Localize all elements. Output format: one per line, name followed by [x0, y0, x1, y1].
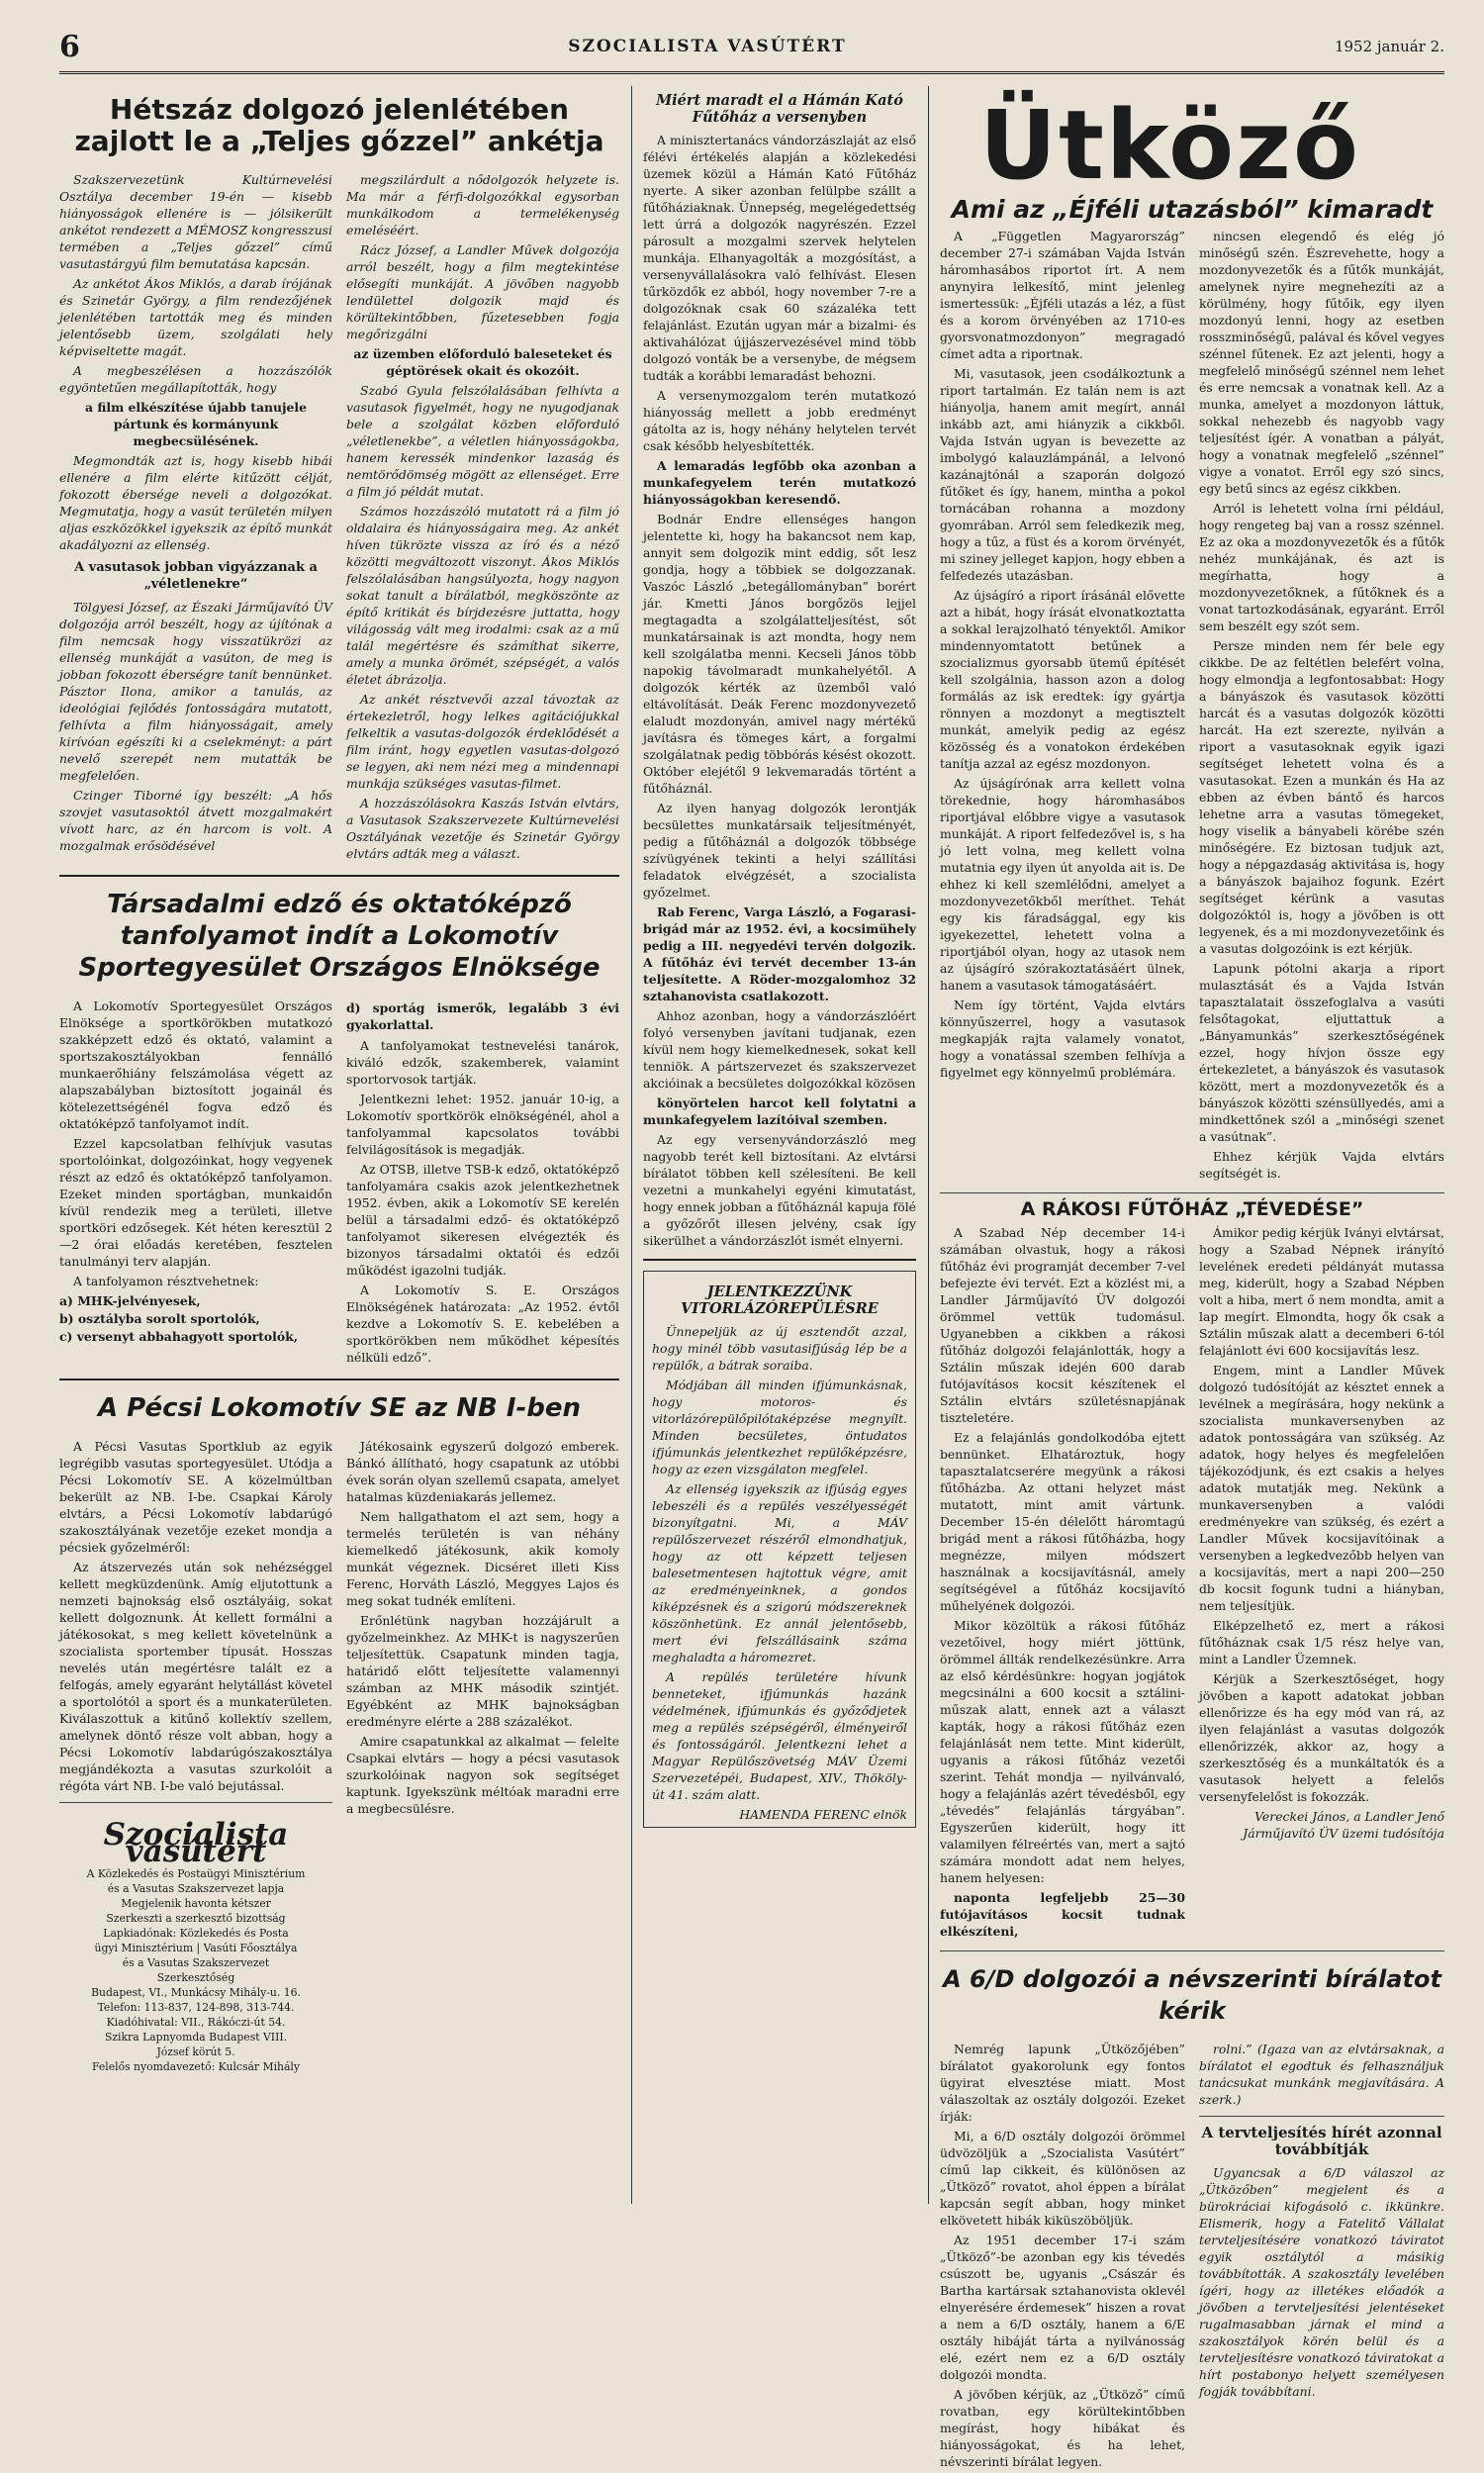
paragraph: Az újságírónak arra kellett volna törekednie, hogy háromhasábos riportjával előbbre vigye a vasutasok munkáját. A riport felfedezővel is, s ha jó lett volna, meg kellett volna mutatnia egy ilyen út anyolda ait is. De ehhez ki kell szemlélődni, amelyet a mozdonyvezetőkből meríthet. Tehát egy kis fáradsággal, egy kis igyekezettel, lehetett volna a riportjából olyan, hogy az utasok nem az újságíró szórakoztatásáért ülnek, hanem a vasutasok támogatásáért. — [940, 776, 1185, 993]
paragraph: Ezzel kapcsolatban felhívjuk vasutas sportolóinkat, dolgozóinkat, hogy vegyenek részt az edző és oktatóképző tanfolyamon. Ezeket minden sportágban, munkaidőn kívül rendezik meg a területi, illetve sportköri edzősegek. Két héten keresztül 2—2 órai előadás keretében, fesztelen tanulmányi terv alapján. — [59, 1136, 332, 1269]
impressum-line: ügyi Minisztérium | Vasúti Főosztálya — [94, 1942, 298, 1954]
paragraph: A Lokomotív Sportegyesület Országos Elnöksége a sportkörökben mutatkozó szakképzett edző és oktató, valamint a sportszakosztályokban fennálló munkaerőhiány felszámolása végett az alapszabályban biztosított jogainál és kötelezettségénél fogva edző és oktatóképző tanfolyamot indít. — [59, 999, 332, 1131]
highlight: könyörtelen harcot kell folytatni a munkafegyelem lazítóival szemben. — [643, 1095, 916, 1127]
paragraph: Mi, a 6/D osztály dolgozói örömmel üdvözöljük a „Szocialista Vasútért” című lap cikkeit, és különösen az „Ütköző” rovatot, ahol éppen a bírálat kapcsán segít abban, hogy minket elkövetett hibák kiküszöböljük. — [940, 2129, 1185, 2228]
impressum-line: Budapest, VI., Munkácsy Mihály-u. 16. — [91, 1986, 301, 1999]
paragraph: Nem így történt, Vajda elvtárs könnyűszerrel, hogy a vasutasok megkapják rajta valamely vonatot, hogy a vonatással szemben felhívja a figyelmet egy könnyelmű problémára. — [940, 998, 1185, 1080]
paragraph: Az OTSB, illetve TSB-k edző, oktatóképző tanfolyamára csakis azok jelentkezhetnek 1952. évben, akik a Lokomotív SE kerelén belül a társadalmi edző- és oktatóképző tanfolyamot sikeresen elvégezték és bizonyos társadalmi oktatói és edzői működést igazolni tudják. — [346, 1162, 619, 1278]
paragraph: A tanfolyamokat testnevelési tanárok, kiváló edzők, szakemberek, valamint sportorvosok tartják. — [346, 1038, 619, 1087]
article-anket — [59, 94, 619, 865]
article-title: A Pécsi Lokomotív SE az NB I-ben — [97, 1393, 582, 1423]
paragraph: Mikor közöltük a rákosi fűtőház vezetőivel, hogy miért jöttünk, örömmel állták rendelkezésünkre. Arra az első kérdésünkre: hogyan jogjátok megcsinálni a 600 kocsit a sztálini-műszak alatt, ennek azt a választ kapták, hogy a rákosi fűtőház ezen felajánlását nem tette. Mint kiderült, ugyanis a rákosi fűtőház vezetői szerint. Tehát mondja — nyilvánvaló, hogy a felajánlás azért tévedésből, egy „tévedés” felajánlás tárgyában”. Egyszerűen kiderült, hogy itt valamilyen félreértés van, mert a sajtó számára mondott adat nem helyes, hanem helyesen: — [940, 1618, 1185, 1885]
paragraph: Erőnlétünk nagyban hozzájárult a győzelmeinkhez. Az MHK-t is nagyszerűen teljesítettük. Csapatunk minden tagja, határidő előtt teljesítette valamennyi számban az MHK második szintjét. Egyébként az MHK bajnokságban eredményre elérte a 288 százalékot. — [346, 1613, 619, 1729]
article-title: A 6/D dolgozói a névszerinti bírálatot kérik — [943, 1965, 1441, 2025]
paragraph: Amire csapatunkkal az alkalmat — felelte Csapkai elvtárs — hogy a pécsi vasutasok szurkolóinak nagyon sok segítséget kaptunk. Igyekszünk méltóak maradni erre a megbecsülésre. — [346, 1734, 619, 1816]
paragraph: Az ankétot Ákos Miklós, a darab írójának és Szinetár György, a film rendezőjének jelenlétében tartották meg és minden jelentősebb üzem, szolgálati hely képviseltette magát. — [59, 276, 332, 358]
columns — [59, 74, 1445, 2469]
newspaper-page — [0, 22, 1484, 2469]
highlight: a film elkészítése újabb tanujele pártunk és kormányunk megbecsülésének. — [85, 400, 307, 448]
paragraph: Szabó Gyula felszólalásában felhívta a vasutasok figyelmét, hogy ne nyugodjanak bele a szolgálat közben előforduló „véletlenekbe”, a véletlen hiányosságokba, hanem keressék mindenkor lazaság és nemtörődömség mögött az ellenséget. Erre a film jó példát mutat. — [346, 383, 619, 499]
article-title: Ami az „Éjféli utazásból” kimaradt — [951, 195, 1434, 224]
impressum-line: József körút 5. — [156, 2045, 235, 2058]
article-title: Miért maradt el a Hámán Kató Fűtőház a versenyben — [656, 92, 903, 126]
utkozo-title: Ütköző — [979, 90, 1360, 201]
middle-column — [643, 84, 916, 2212]
subheading: A vasutasok jobban vigyázzanak a „véletlenekre” — [74, 560, 318, 592]
highlight: az üzemben előforduló baleseteket és géptörések okait és okozóit. — [353, 346, 612, 378]
list-item: a) MHK-jelvényesek, — [59, 1293, 201, 1308]
paragraph: A Szabad Nép december 14-i számában olvastuk, hogy a rákosi fűtőház évi programját december 7-vel befejezte évi tervét. Ezt a közlést mi, a Landler Járműjavító ÜV dolgozói örömmel vettük tudomásul. Ugyanebben a cikkben a rákosi fűtőház dolgozói felajánlották, hogy a Sztálin műszak idején 600 darab futójavításos kocsit készítenek el Sztálin elvtárs születésnapjának tiszteletére. — [940, 1225, 1185, 1425]
highlight: A lemaradás legfőbb oka azonban a munkafegyelem terén mutatkozó hiányosságokban keresendő. — [643, 458, 916, 507]
list-item: c) versenyt abbahagyott sportolók, — [59, 1329, 299, 1344]
article-6d — [940, 1963, 1444, 2473]
paragraph: Bodnár Endre ellenséges hangon jelentette ki, hogy ha bakancsot nem kap, annyit sem dolgozik mint eddig, sőt lesz gondja, hogy a többiek se dolgozzanak. Vaszóc László „betegállományban” borért jár. Kmetti János borgőzös lejjel megtagadta a szolgálatteljesítést, sőt munkatársainak is azt mondta, hogy nem kell szolgálatba menni. Kecseli János több napokig távolmaradt munkahelyétől. A dolgozók kérték az üzemből való eltávolítását. Deák Ferenc mozdonyvezető elaludt mozdonyán, amivel nagy mértékű javításra és tömeges kárt, a forgalmi szolgálatnak pedig többórás késést okozott. Október elejétől 9 lekvemaradás történt a fűtőháznál. — [643, 512, 916, 796]
paragraph: Lapunk pótolni akarja a riport mulasztását és a Vajda István tapasztalatait összefoglalva a vasúti felsőtagokat, eljuttattuk a „Bányamunkás” szerkesztőségének ezzel, hogy hívjon össze egy értekezletet, a bányászok és vasutasok között, mert a mozdonyvezetők és a bányászok közötti szénsüllyedés, ami a mindkettőnek szól a „minőségi szenet a vasútnak”. — [1199, 961, 1444, 1144]
divider — [643, 1259, 916, 1261]
paragraph: Az átszervezés után sok nehézséggel kellett megküzdenünk. Amíg eljutottunk a nemzeti bajnokság első osztályáig, sokat kellett dolgoznunk. Át kellett formálni a játékosokat, s meg kellett követelnünk a szocialista sportember típusát. Hosszas nevelés után megértésre talált ez a felfogás, amely egyaránt helytállást követel a sportolótól a sport és a munkaterületen. Kiválaszottuk a kitűnő kollektív szellem, amelynek döntő része volt abban, hogy a Pécsi Lokomotív labdarúgószakosztálya megjándékozta a vasutas szurkolóit a régóta várt NB. I-be való bejutással. — [59, 1560, 332, 1793]
article-title: Társadalmi edző és oktatóképző tanfolyamot indít a Lokomotív Sportegyesület Országos Elnöksége — [78, 890, 601, 983]
paragraph: A minisztertanács vándorzászlaját az első félévi értékelés alapján a közlekedési üzemek közül a Hámán Kató Fűtőház nyerte. A siker azonban felülpbe szállt a fűtőháziaknak. Ünnepség, megelégedettség lett úrrá a dolgozók nagyrészén. Ezzel párosult a mozgalmi szervek helytelen munkája. Elhanyagolták a mozgósítást, a versenyvállalásokra való felhívást. Elesen tűrközdők ez abból, hogy november 7-re a dolgozóknak csak 60 százaléka tett felajánlást. Ezután ugyan már a bizalmi- és aktivahálózat újjászervezésével mind több dolgozó vonták be a versenybe, de mégsem tudták a korábbi lemaradást behozni. — [643, 133, 916, 383]
paragraph: Az egy versenyvándorzászló meg nagyobb terét kell biztosítani. Az elvtársi bírálatot többen kell szélesíteni. Be kell vezetni a munkahelyi egyéni kimutatást, hogy ennek jobban a fűtőháznál kapuja fölé a győzőrőt illesen jelvény, csak így sikerülhet a vándorzászlót ismét elnyerni. — [643, 1132, 916, 1248]
paragraph: Czinger Tiborné így beszélt: „A hős szovjet vasutasoktól átvett mozgalmakért vívott harc, az én harcom is volt. A mozgalmak erősödésével — [59, 788, 332, 853]
article-title: A tervteljesítés hírét azonnal továbbítják — [1201, 2124, 1442, 2158]
paragraph: Kérjük a Szerkesztőséget, hogy jövőben a kapott adatokat jobban ellenőrizze és ha egy mód van rá, az ilyen felajánlást a vasutas dolgozók ellenőrizzék, akkor az, hogy a szerkesztőség és a munkáltatók és a vasutasok helyett a felelős versenyfelelőst is fokozzák. — [1199, 1671, 1444, 1804]
paragraph: Szakszervezetünk Kultúrnevelési Osztálya december 19-én — kisebb hiányosságok ellenére is — jólsikerült ankétot rendezett a MÉMOSZ kongresszusi termében a „Teljes gőzzel” című vasutastárgyú film bemutatása kapcsán. — [59, 172, 332, 271]
impressum-line: Szikra Lapnyomda Budapest VIII. — [104, 2031, 288, 2044]
impressum-line: és a Vasutas Szakszervezet lapja — [107, 1882, 285, 1895]
divider — [940, 1950, 1444, 1951]
paragraph: Módjában áll minden ifjúmunkásnak, hogy motoros- és vitorlázórepülőpilótaképzése megnyílt. Minden becsületes, öntudatos ifjúmunkás jelentkezhet repülőképzésre, hogy az ezen vizsgálaton megfelel. — [652, 1378, 907, 1476]
masthead — [59, 22, 1444, 74]
paragraph: A tanfolyamon résztvehetnek: — [73, 1274, 259, 1288]
article-rakosi — [940, 1198, 1444, 1943]
divider — [59, 875, 619, 877]
list-item: b) osztályba sorolt sportolók, — [59, 1311, 260, 1326]
left-column — [59, 84, 619, 2212]
impressum-line: Megjelenik havonta kétszer — [121, 1897, 271, 1910]
paper-name: SZOCIALISTA VASÚTÉRT — [568, 37, 847, 56]
paragraph: A jövőben kérjük, az „Ütköző” című rovatban, egy körültekintőbben megírást, hogy hibákat és hiányosságokat, és ha lehet, névszerinti bírálat legyen. — [940, 2387, 1185, 2469]
impressum-line: A Közlekedés és Postaügyi Minisztérium — [86, 1867, 306, 1880]
article-pecsi — [59, 1392, 619, 2074]
paragraph: A megbeszélésen a hozzászólók egyöntetűen megállapították, hogy — [59, 363, 332, 395]
divider — [940, 1192, 1444, 1193]
paragraph: Az 1951 december 17-i szám „Ütköző”-be azonban egy kis tévedés csúszott be, ugyanis „Császár és Bartha kartársak sztahanovista oklevél elnyerésére érdemesek” hiszen a rovat a nem a 6/D osztály, hanem a 6/E osztály hibáját tárta a nyilvánosság elé, ezért nem ez a 6/D osztály dolgozói mondta. — [940, 2233, 1185, 2382]
impressum-line: Telefon: 113-837, 124-898, 313-744. — [97, 2001, 295, 2014]
paragraph: Az ankét résztvevői azzal távoztak az értekezletről, hogy lelkes agitációjukkal felkeltik a vasutas-dolgozók érdeklődését a film iránt, hogy egyetlen vasutas-dolgozó se legyen, aki nem nézi meg a mindennapi munkája szükséges vasutas-filmet. — [346, 692, 619, 791]
paragraph: A Pécsi Vasutas Sportklub az egyik legrégibb vasutas sportegyesület. Utódja a Pécsi Lokomotív SE. A közelmúltban bekerült az NB. I-be. Csapkai Károly elvtárs, a Pécsi Lokomotív labdarúgó szakosztályának vezetője ezeket mondja a pécsiek győzelméről: — [59, 1439, 332, 1555]
paragraph: A versenymozgalom terén mutatkozó hiányosság mellett a jobb eredményt gátolta az is, hogy néhány helytelen tervét csak később helyesbítették. — [643, 388, 916, 453]
impressum-line: és a Vasutas Szakszervezet — [122, 1956, 270, 1969]
paragraph: A Lokomotív S. E. Országos Elnökségének határozata: „Az 1952. évtől kezdve a Lokomotív S. E. kebelében a sportkörökben nem működhet képesítés nélküli edző”. — [346, 1283, 619, 1365]
signature: HAMENDA FERENC elnök — [739, 1807, 907, 1822]
column-rule — [631, 86, 632, 2204]
paragraph: Tölgyesi József, az Északi Járműjavító ÜV dolgozója arról beszélt, hogy az újítónak a film nemcsak hogy visszatükrözi az ellenség munkáját a vasúton, de meg is jobban fokozott éberségre tanít bennünket. Pásztor Ilona, amikor a tanulás, az ideológiai fejlődés fontosságára mutatott, felhívta a film hiányosságait, amely kirívóan egészíti ki a cselekményt: a párt nevelő szerepét nem mutatták be megfelelően. — [59, 600, 332, 783]
signature: Vereckei János, a Landler Jenő Járműjavító ÜV üzemi tudósítója — [1243, 1809, 1444, 1841]
paragraph: megszilárdult a nődolgozók helyzete is. Ma már a férfi-dolgozókkal egysorban munkálkodom a termelékenység emeléséért. — [346, 172, 619, 238]
paragraph: Az ellenség igyekszik az ifjúság egyes lebeszéli és a repülés veszélyességét bizonyítgatni. Mi, a MÁV repülőszervezet részéről elmondhatjuk, hogy az ott képzett teljesen balesetmentesen hajtottuk végre, amit az eredményeinknek, a gondos kiképzésnek és a szigorú módszereknek köszönhetünk. Ez annál jelentősebb, mert évi felszállásaink száma meghaladta a háromezret. — [652, 1481, 907, 1665]
impressum-line: Lapkiadónak: Közlekedés és Posta — [103, 1927, 289, 1940]
paragraph: Ahhoz azonban, hogy a vándorzászlóért folyó versenyben javítani tudjanak, ezen kívül nem hogy kiemelkednesek, sokat kell tenniök. A pártszervezet és szakszervezet akcióinak a becsületes dolgozókkal közösen — [643, 1008, 916, 1091]
page-number: 6 — [59, 29, 80, 64]
paragraph: Ünnepeljük az új esztendőt azzal, hogy minél több vasutasifjúság lép be a repülők, a bátrak soraiba. — [652, 1324, 907, 1373]
paragraph: A hozzászólásokra Kaszás István elvtárs, a Vasutasok Szakszervezete Kultúrnevelési Osztályának vezetője és Szinetár György elvtárs adták meg a választ. — [346, 796, 619, 861]
list-item: d) sportág ismerők, legalább 3 évi gyakorlattal. — [346, 1000, 619, 1032]
article-vitorlazo — [643, 1271, 916, 1828]
impressum-line: Felelős nyomdavezető: Kulcsár Mihály — [92, 2060, 300, 2073]
impressum-line: Szerkesztőség — [156, 1971, 235, 1984]
eligibility-list-cont — [346, 999, 619, 1033]
paragraph: Persze minden nem fér bele egy cikkbe. De az feltétlen belefért volna, hogy elmondja a legfontosabbat: Hogy a bányászok és vasutasok közötti harcát és a vasutas dolgozók közötti harcát. Ha ezt szerezte, nyilván a riport a vasutasoknak egyik igazi segítséget lehetett volna és a vasutasokat. Ezen a munkán és Ha az ebben az évben bántő és harcos lehetne arra a vasutas tömegeket, hogy viselik a bányabeli körébe szén minőségére. Ez biztosan tudjuk azt, hogy a népgazdaság aktivitása is, hogy a bányászok bajaihoz fogunk. Ezért segítséget kérünk a vasutas dolgozóktól is, hogy a jövőben is ott legyenek, és a mi mozdonyvezetőink és a vasutas dolgozóink is ezt kérjük. — [1199, 638, 1444, 956]
article-title: JELENTKEZZÜNK VITORLÁZÓREPÜLÉSRE — [681, 1284, 879, 1317]
paragraph: Mi, vasutasok, jeen csodálkoztunk a riport tartalmán. Ez talán nem is azt hiányolja, hanem amit megírt, annál inkább azt, ami hiányzik a cikkből. Vajda István ugyan is bevezette az imbolygó kalauzlámpánál, a lelvonó kazánajtónál a szaporán dolgozó fűtőket és így, hanem, mintha a pokol tornácában rohanna a mozdony gyomrában. Arról sem feledkezik meg, hogy a tűz, a füst és a korom örvényét, mi sziney jelleget kapjon, hogy ebben a felfedezés utazásban. — [940, 366, 1185, 583]
impressum — [59, 1866, 332, 2074]
paragraph: Nem hallgathatom el azt sem, hogy a termelés területén is van néhány kiemelkedő játékosunk, akik komoly munkát végeznek. Dicséret illeti Kiss Ferenc, Horváth László, Meggyes Lajos és meg sokat tudnék említeni. — [346, 1509, 619, 1608]
divider — [1199, 2116, 1444, 2117]
paragraph: Elképzelhető ez, mert a rákosi fűtőháznak csak 1/5 rész helye van, mint a Landler Üzemnek. — [1199, 1618, 1444, 1666]
paragraph: Ámikor pedig kérjük Iványi elvtársat, hogy a Szabad Népnek irányító levelének eredeti példányát mutassa meg, kiderült, hogy a Szabad Népben volt a hiba, mert ő nem mondta, amit a lap megírt. Elmondta, hogy ők csak a Sztálin műszak alatt a decemberi 6-tól felajánlott évi 600 kocsijavítás lesz. — [1199, 1225, 1444, 1358]
paragraph: Az újságíró a riport írásánál elővette azt a hibát, hogy írását elvonatkoztatta a sokkal lerajzolható tényektől. Amikor mindennyomtatott betűnek a szocializmus gyorsabb ütemű építését kell szolgálnia, hasson azon a dolog formálás az isk eredtek: így gyártja rönnyen a mozdonyt a megtisztelt munkát, amelyik pedig az egész közösség és a vonatokon érdekében tanítja azzal az egész mozdonyon. — [940, 588, 1185, 771]
divider — [59, 1379, 619, 1380]
paragraph: Rácz József, a Landler Művek dolgozója arról beszélt, hogy a film megtekintése elősegíti munkáját. A jövőben nagyobb lendülettel dolgozik majd és körültekintőbben, fűzetesebben fogja megőrizgálni — [346, 242, 619, 341]
paragraph: Arról is lehetett volna írni például, hogy rengeteg baj van a rossz szénnel. Ez az oka a mozdonyvezetők és a fűtők nehéz munkájának, és azt is megírhatta, hogy a mozdonyvezetőknek, a fűtőknek és a vonat tartozkodásának, egyaránt. Erről sem beszélt egy szót sem. — [1199, 501, 1444, 633]
paragraph: Az ilyen hanyag dolgozók lerontják becsülettes munkatársaik teljesítményét, pedig a fűtőháznál a dolgozók többsége szívügyének tekinti a helyi szállítási feladatok elvégzését, a szocialista győzelmet. — [643, 801, 916, 900]
paragraph: Jelentkezni lehet: 1952. január 10-ig, a Lokomotív sportkörök elnökségénél, ahol a tanfolyammal kapcsolatos további felvilágosítások is megadják. — [346, 1092, 619, 1157]
paper-logo: Szocialista vasútért — [103, 1817, 289, 1869]
paragraph: Számos hozzászóló mutatott rá a film jó oldalaira és hiányosságaira meg. Az ankét híven tükrözte vissza az író és a néző közötti megváltozott viszonyt. Ákos Miklós felszólalásában hangsúlyozta, hogy nagyon sokat tanult a bírálatból, megköszönte az építő kritikát és bírjdezésre juttatta, hogy világosság vált meg irodalmi: csak az a mű talál megértésre és számíthat sikerre, amely a munka örömét, szépségét, a valós életet ábrázolja. — [346, 504, 619, 687]
column-rule — [928, 86, 929, 2204]
article-title: Hétszáz dolgozó jelenlétében zajlott le a „Teljes gőzzel” ankétja — [74, 93, 604, 157]
paragraph: Ugyancsak a 6/D válaszol az „Ütközőben” megjelent és a bürokráciai kifogásoló c. ikkünkre. Elismerik, hogy a Fatelitő Vállalat tervteljesítésére vonatkozó táviratot egyik osztálytól a másikig továbbították. A szakosztály levelében ígéri, hogy az illetékes előadók a jövőben a tervteljesítési jelentéseket rugalmasabban járnak el mind a szakosztályok körén belül és a tervteljesítésre vonatkozó táviratokat a hírt postabonyo helyett személyesen fogják továbbítani. — [1199, 2165, 1444, 2399]
article-tanfolyam — [59, 889, 619, 1369]
eligibility-list — [59, 1292, 332, 1345]
paragraph: A „Független Magyarország” december 27-i számában Vajda István háromhasábos riportot írt. A nem anynyira lelkesítő, mint jelenleg ismertessük: „Éjféli utazás a léz, a füst és a korom örvényében az 1710-es gyorsvonatmozdonyon” megragadó címet adta a riportnak. — [940, 229, 1185, 361]
impressum-line: Kiadóhivatal: VII., Rákóczi-út 54. — [106, 2016, 286, 2029]
paragraph: Megmondták azt is, hogy kisebb hibái ellenére a film elérte kitűzött célját, fokozott ébersége neveli a dolgozókat. Megmutatja, hogy a vasút területén milyen aljas eszközökkel igyekszik az építő munkát akadályozni az ellenség. — [59, 453, 332, 552]
utkozo-section — [940, 90, 1445, 1185]
issue-date: 1952 január 2. — [1334, 38, 1444, 55]
article-title: A RÁKOSI FŰTŐHÁZ „TÉVEDÉSE” — [1020, 1198, 1364, 1220]
divider — [59, 1802, 332, 1803]
highlight: Rab Ferenc, Varga László, a Fogarasi-brigád már az 1952. évi, a kocsimühely pedig a III. negyedévi tervén dolgozik. A fűtőház évi tervét december 13-án teljesítette. A Röder-mozgalomhoz 32 sztahanovista csatlakozott. — [643, 904, 916, 1003]
highlight: naponta legfeljebb 25—30 futójavításos kocsit tudnak elkészíteni, — [940, 1890, 1185, 1939]
paragraph: A repülés területére hívunk benneteket, ifjúmunkás hazánk védelmének, ifjúmunkás és győződjetek meg a repülés szépségéről, élményeiről és fontosságáról. Jelentkezni lehet a Magyar Repülőszövetség MÁV Üzemi Szervezetépéi, Budapest, XIV., Thököly-út 41. szám alatt. — [652, 1669, 907, 1802]
paragraph: rolni.” (Igaza van az elvtársaknak, a bírálatot el egodtuk és felhasználjuk tanácsukat munkánk megjavítására. A szerk.) — [1199, 2042, 1444, 2107]
paragraph: Játékosaink egyszerű dolgozó emberek. Bánkó állítható, hogy csapatunk az utóbbi évek során olyan szellemű csapata, amelyet hatalmas küzdeniakarás jellemez. — [346, 1439, 619, 1504]
paragraph: Ehhez kérjük Vajda elvtárs segítségét is. — [1199, 1149, 1444, 1181]
article-haman-kato — [643, 92, 916, 1249]
impressum-line: Szerkeszti a szerkesztő bizottság — [106, 1912, 286, 1925]
paragraph: Nemrég lapunk „Ütközőjében” bírálatot gyakorolunk egy fontos ügyirat elvesztése miatt. Most válaszoltak az osztály dolgozói. Ezeket írják: — [940, 2042, 1185, 2124]
paragraph: Engem, mint a Landler Művek dolgozó tudósítóját az késztet ennek a levélnek a megírására, hogy nekünk a szocialista munkaversenyben az adatok pontosságára van szükség. Az adatok, hogy helyes és megfelelően tájékozódjunk, és ezt csakis a helyes adatok mutatják meg. Nekünk a munkaversenyben a valódi eredményekre van szükség, és ezért a Landler Művek kocsijavítóinak a versenyben a legkedvezőbb helyen van a kocsijavítás, mert a napi 200—250 db kocsit fogunk tudni a hiányban, nem teljesítjük. — [1199, 1363, 1444, 1613]
right-column — [940, 84, 1445, 2469]
paragraph: Ez a felajánlás gondolkodóba ejtett bennünket. Elhatároztuk, hogy tapasztalatcserére megyünk a rákosi fűtőházba. Az ottani helyzet mást mutatott, mint amit vártunk. December 15-én délelőtt háromtagú brigád ment a rákosi fűtőházba, hogy megnézze, milyen módszert használnak a kocsijavításnál, amely segítségével a fűtőház kocsijavító műhelyének dolgozói. — [940, 1430, 1185, 1613]
paragraph: nincsen elegendő és elég jó minőségű szén. Észrevehette, hogy a mozdonyvezetők és a fűtők munkáját, amelynek nyire megnehezíti az a körülmény, hogy fűtőik, egy ilyen mozdonyú lenni, hogy az esetben rosszminőségű, palával és kővel vegyes szénnel fűtenek. Ez azt jelenti, hogy a megfelelő minőségű szénnel nem lehet és erre nemcsak a vonatnak kell. Az a munka, amelyet a mozdonyon láttuk, sokkal nehezebb és nagyobb vagy teljesítést ígér. A vonatban a pályát, hogy a vonatnak megfelelő „szénnel” vigye a vonatot. Erről egy szó sincs, egy betű sincs az egész cikkben. — [1199, 229, 1445, 496]
